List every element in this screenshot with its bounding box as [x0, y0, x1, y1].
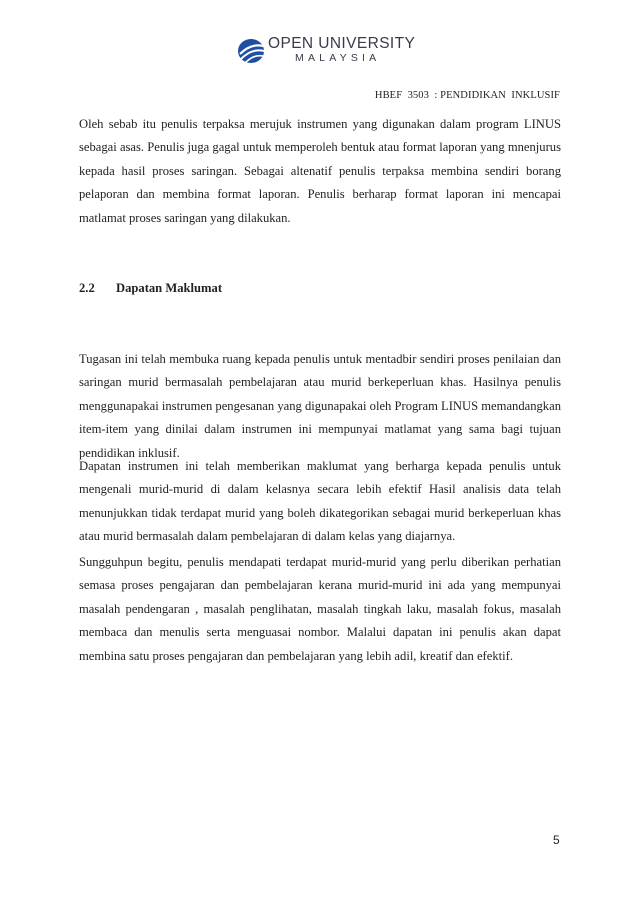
- paragraph-2: Tugasan ini telah membuka ruang kepada penulis untuk mentadbir sendiri proses penilaian dan saringan murid bermasalah pembelajaran atau murid berkeperluan khas. Hasilnya penulis menggunapakai instrumen pengesanan yang digunapakai oleh Program LINUS memandangkan item-item yang dinilai dalam instrumen ini mempunyai matlamat yang sama bagi tujuan pendidikan inklusif.: [79, 352, 561, 460]
- running-head: HBEF 3503 : PENDIDIKAN INKLUSIF: [374, 90, 560, 101]
- section-heading: [79, 281, 222, 296]
- logo-text-malaysia: MALAYSIA: [295, 52, 381, 64]
- paragraph-1: Oleh sebab itu penulis terpaksa merujuk instrumen yang digunakan dalam program LINUS sebagai asas. Penulis juga gagal untuk memperoleh bentuk atau format laporan yang mnenjurus kepada hasil proses saringan. Sebagai altenatif penulis terpaksa membina sendiri borang pelaporan dan membina format laporan. Penulis berharap format laporan ini mencapai matlamat proses saringan yang dilakukan.: [79, 117, 561, 225]
- section-number: 2.2: [79, 281, 95, 295]
- paragraph-3: Dapatan instrumen ini telah memberikan maklumat yang berharga kepada penulis untuk mengenali murid-murid di dalam kelasnya secara lebih efektif Hasil analisis data telah menunjukkan tidak terdapat murid yang boleh dikategorikan sebagai murid berkeperluan khas atau murid bermasalah dalam pembelajaran di dalam kelas yang diajarnya.: [79, 459, 561, 544]
- paragraph-4: Sungguhpun begitu, penulis mendapati terdapat murid-murid yang perlu diberikan perhatian semasa proses pengajaran dan pembelajaran kerana murid-murid ini ada yang mempunyai masalah pendengaran , masalah penglihatan, masalah tingkah laku, masalah fokus, masalah membaca dan menulis serta menguasai nombor. Malalui dapatan ini penulis akan dapat membina satu proses pengajaran dan pembelajaran yang lebih adil, kreatif dan efektif.: [79, 555, 561, 663]
- logo-text-open-university: OPEN UNIVERSITY: [268, 35, 416, 52]
- university-logo: [237, 35, 416, 67]
- page-number: 5: [553, 833, 560, 847]
- section-title: Dapatan Maklumat: [116, 281, 223, 295]
- oum-globe-icon: [237, 37, 265, 65]
